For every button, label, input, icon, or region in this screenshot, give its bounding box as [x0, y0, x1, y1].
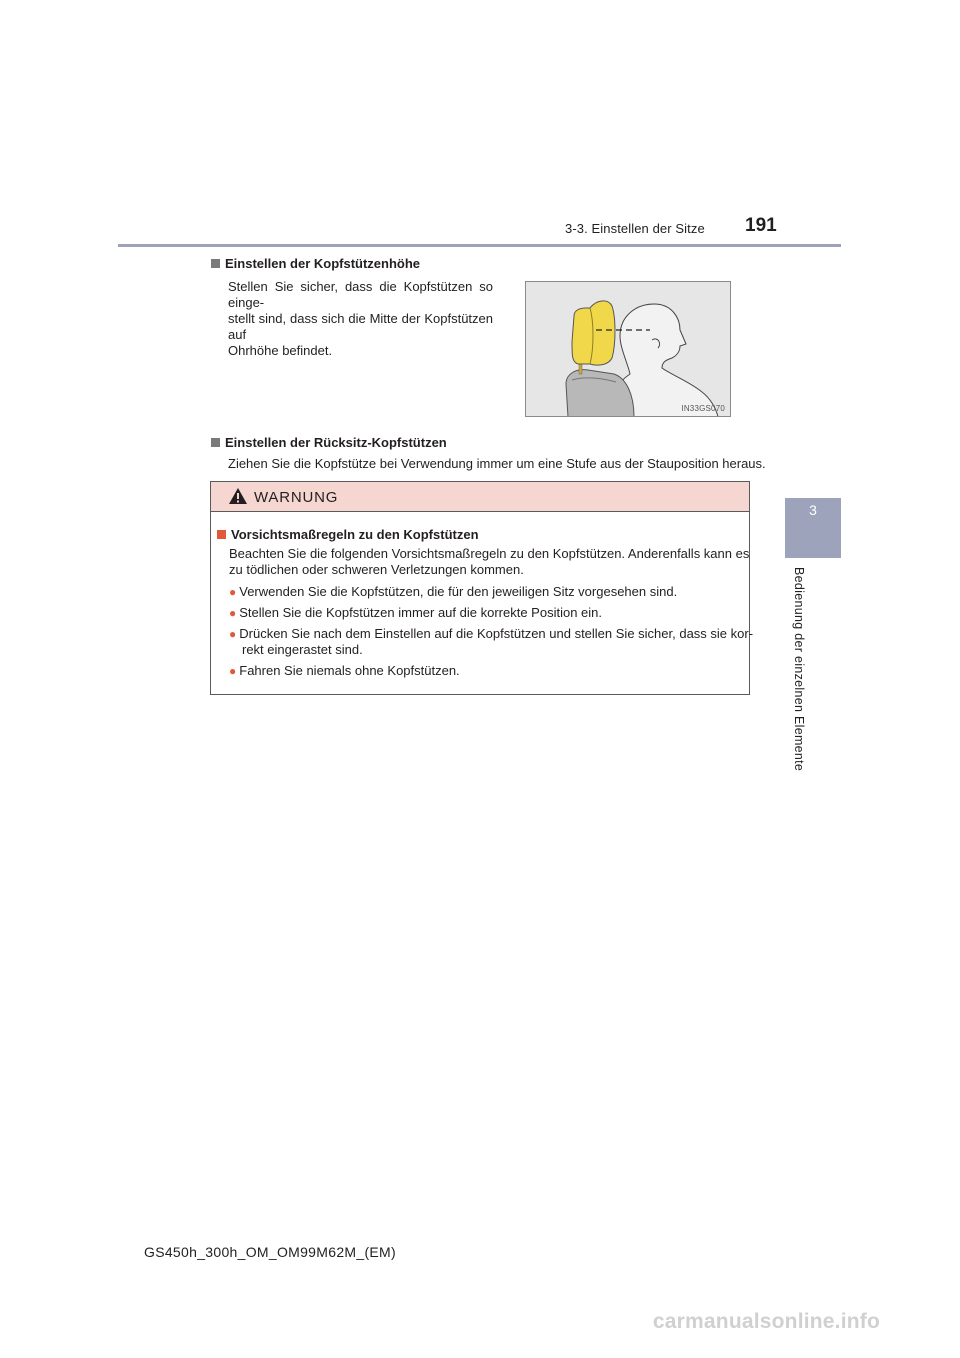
figure-code: IN33GS070	[681, 404, 725, 413]
warning-bullet: ● Stellen Sie die Kopfstützen immer auf die korrekte Position ein.	[229, 605, 602, 620]
footer-model-code: GS450h_300h_OM_OM99M62M_(EM)	[144, 1244, 396, 1260]
bullet-dot-icon: ●	[229, 606, 237, 620]
warning-triangle-icon	[228, 487, 248, 505]
warning-title: WARNUNG	[254, 489, 339, 506]
section-title: 3-3. Einstellen der Sitze	[565, 221, 705, 236]
bullet-dot-icon: ●	[229, 585, 237, 599]
warning-intro: Beachten Sie die folgenden Vorsichtsmaßregeln zu den Kopfstützen. Anderenfalls kann es zu tödlichen oder schweren Verletzungen kommen.	[229, 546, 750, 577]
page-number: 191	[745, 215, 777, 236]
bullet-dot-icon: ●	[229, 664, 237, 678]
square-bullet-icon	[217, 530, 226, 539]
header-divider	[118, 244, 841, 247]
square-bullet-icon	[211, 259, 220, 268]
warning-header	[211, 482, 749, 512]
warning-bullet: ● Verwenden Sie die Kopfstützen, die für den jeweiligen Sitz vorgesehen sind.	[229, 584, 678, 599]
watermark: carmanualsonline.info	[652, 1310, 880, 1333]
rear-headrests-text: Ziehen Sie die Kopfstütze bei Verwendung immer um eine Stufe aus der Stauposition heraus.	[228, 456, 766, 471]
bullet-dot-icon: ●	[229, 627, 237, 641]
headrest-diagram-icon	[526, 282, 731, 417]
heading-rear-headrests: Einstellen der Rücksitz-Kopfstützen	[211, 435, 447, 450]
chapter-title: Bedienung der einzelnen Elemente	[792, 567, 806, 772]
warning-bullet: ● Drücken Sie nach dem Einstellen auf die Kopfstützen und stellen Sie sicher, dass sie kor- rekt eingerastet sind.	[229, 626, 754, 657]
headrest-illustration	[525, 281, 731, 417]
square-bullet-icon	[211, 438, 220, 447]
chapter-number: 3	[809, 502, 817, 518]
warning-heading: Vorsichtsmaßregeln zu den Kopfstützen	[217, 527, 479, 542]
headrest-height-text: Stellen Sie sicher, dass die Kopfstützen so einge- stellt sind, dass sich die Mitte der Kopfstützen auf Ohrhöhe befindet.	[228, 279, 493, 358]
warning-bullet: ● Fahren Sie niemals ohne Kopfstützen.	[229, 663, 460, 678]
warning-box	[210, 481, 754, 695]
heading-headrest-height: Einstellen der Kopfstützenhöhe	[211, 256, 420, 271]
